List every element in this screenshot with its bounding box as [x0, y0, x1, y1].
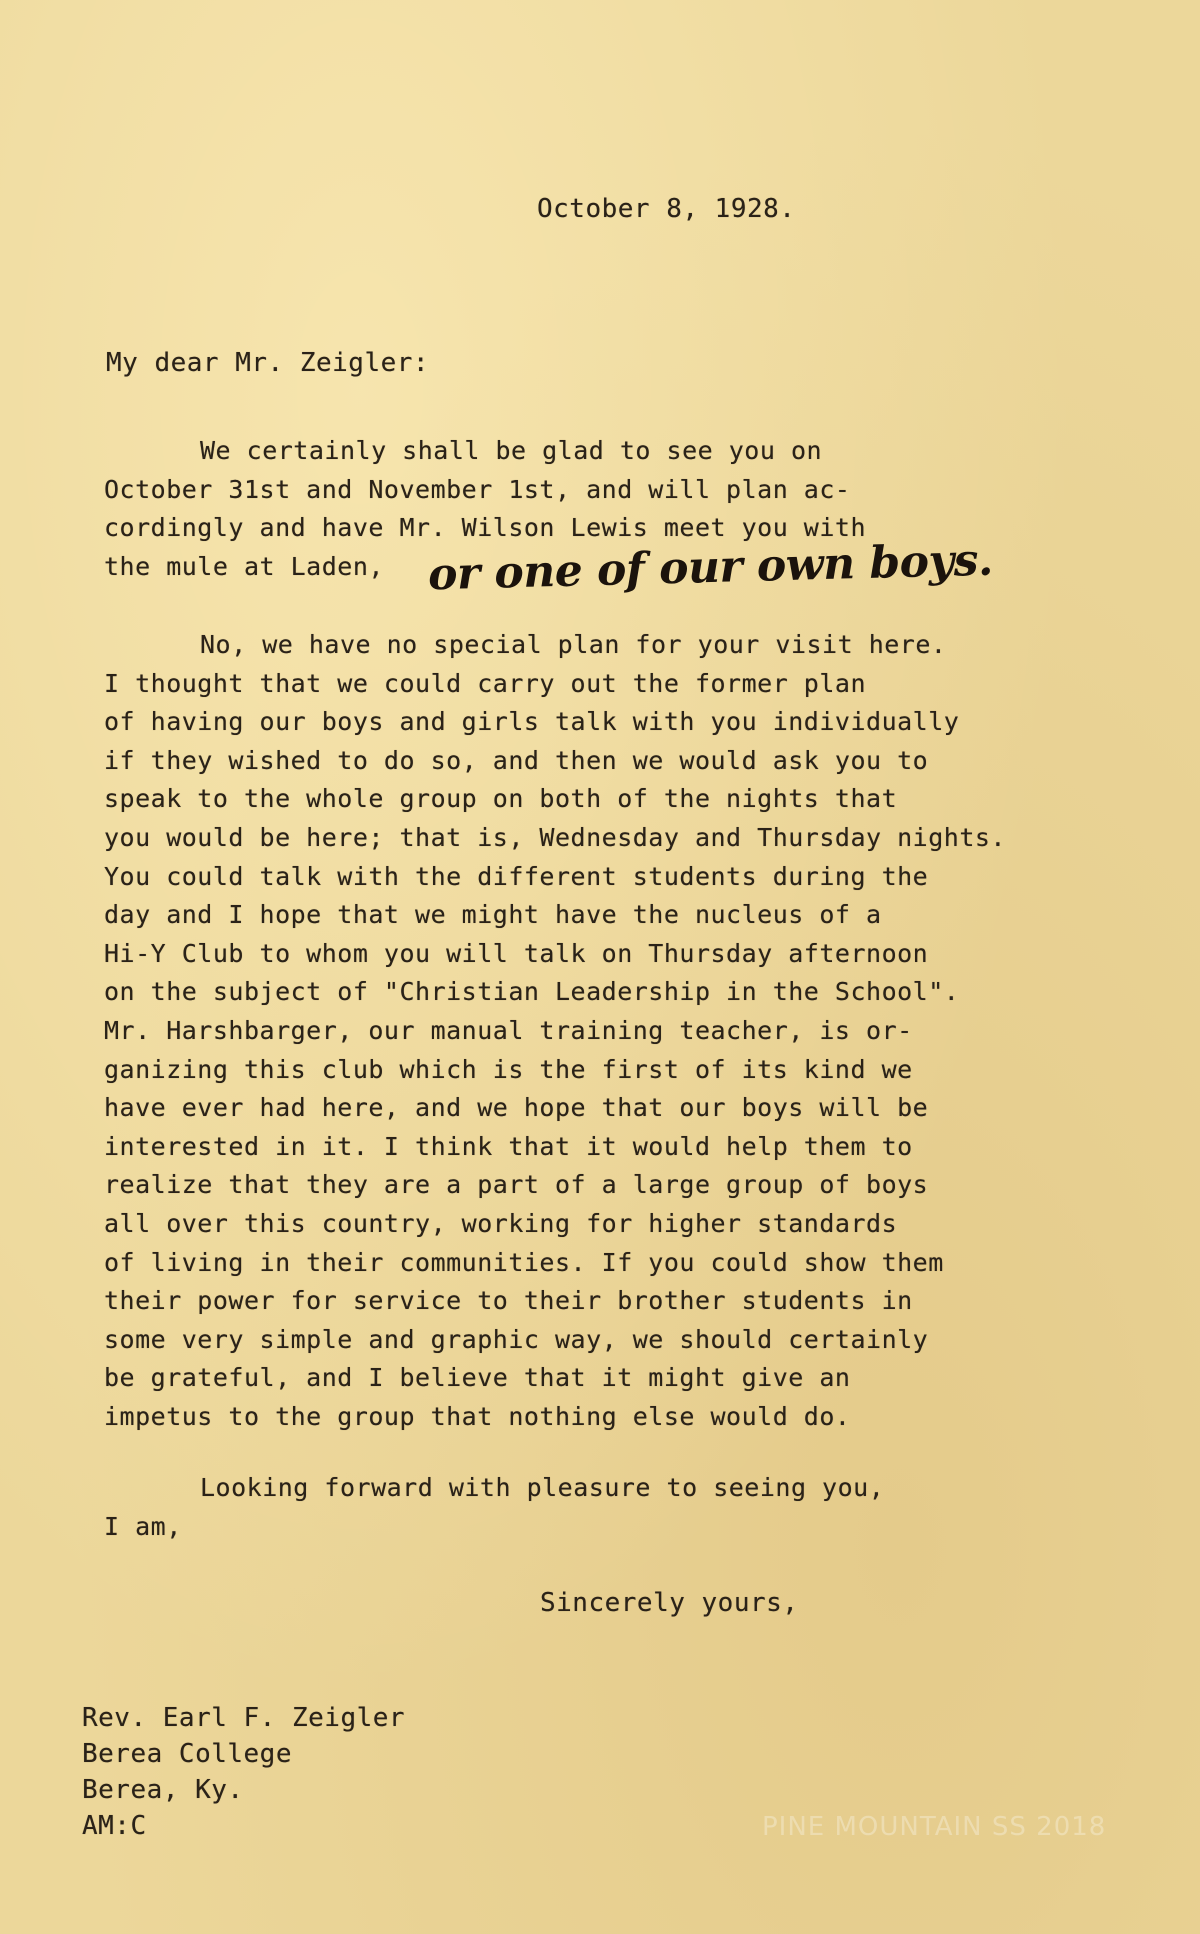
salutation: My dear Mr. Zeigler: [106, 348, 430, 378]
paragraph-line: you would be here; that is, Wednesday and Thursday nights. [104, 822, 1006, 852]
paragraph-line: I am, [104, 1511, 182, 1541]
paragraph-line: Looking forward with pleasure to seeing you, [200, 1473, 885, 1502]
paragraph-line: ganizing this club which is the first of its kind we [104, 1054, 913, 1084]
archive-watermark: PINE MOUNTAIN SS 2018 [762, 1812, 1107, 1842]
paragraph-3 [104, 1469, 884, 1546]
paragraph-line: all over this country, working for higher standards [104, 1208, 898, 1238]
recipient-name: Rev. Earl F. Zeigler [82, 1703, 406, 1733]
paragraph-line: the mule at Laden, [104, 551, 384, 581]
paragraph-line: day and I hope that we might have the nucleus of a [104, 900, 882, 930]
paragraph-line: We certainly shall be glad to see you on [200, 436, 823, 465]
reference-initials: AM:C [82, 1811, 147, 1841]
paragraph-line: Mr. Harshbarger, our manual training teacher, is or- [104, 1015, 913, 1045]
paragraph-line: be grateful, and I believe that it might give an [104, 1363, 851, 1393]
paragraph-line: interested in it. I think that it would help them to [104, 1131, 913, 1161]
paragraph-line: of living in their communities. If you could show them [104, 1247, 944, 1277]
paragraph-line: some very simple and graphic way, we should certainly [104, 1324, 929, 1354]
paragraph-line: have ever had here, and we hope that our boys will be [104, 1093, 929, 1123]
paragraph-line: cordingly and have Mr. Wilson Lewis meet you with [104, 513, 867, 543]
paragraph-line: I thought that we could carry out the former plan [104, 668, 867, 698]
paragraph-line: impetus to the group that nothing else would do. [104, 1401, 851, 1431]
paragraph-line: speak to the whole group on both of the nights that [104, 784, 898, 814]
paragraph-line: You could talk with the different students during the [104, 861, 929, 891]
paragraph-line: on the subject of "Christian Leadership in the School". [104, 977, 960, 1007]
recipient-block [82, 1700, 405, 1844]
paragraph-2 [104, 626, 1006, 1436]
paragraph-line: October 31st and November 1st, and will plan ac- [104, 474, 851, 504]
closing: Sincerely yours, [540, 1588, 799, 1618]
recipient-institution: Berea College [82, 1739, 292, 1769]
paragraph-line: No, we have no special plan for your visit here. [200, 630, 947, 659]
letter-date: October 8, 1928. [537, 194, 796, 224]
paragraph-line: of having our boys and girls talk with you individually [104, 707, 960, 737]
paragraph-line: Hi-Y Club to whom you will talk on Thursday afternoon [104, 938, 929, 968]
paragraph-line: their power for service to their brother students in [104, 1286, 913, 1316]
recipient-location: Berea, Ky. [82, 1775, 244, 1805]
paragraph-line: if they wished to do so, and then we would ask you to [104, 745, 929, 775]
handwritten-annotation: or one of our own boys. [427, 534, 994, 601]
paragraph-line: realize that they are a part of a large group of boys [104, 1170, 929, 1200]
